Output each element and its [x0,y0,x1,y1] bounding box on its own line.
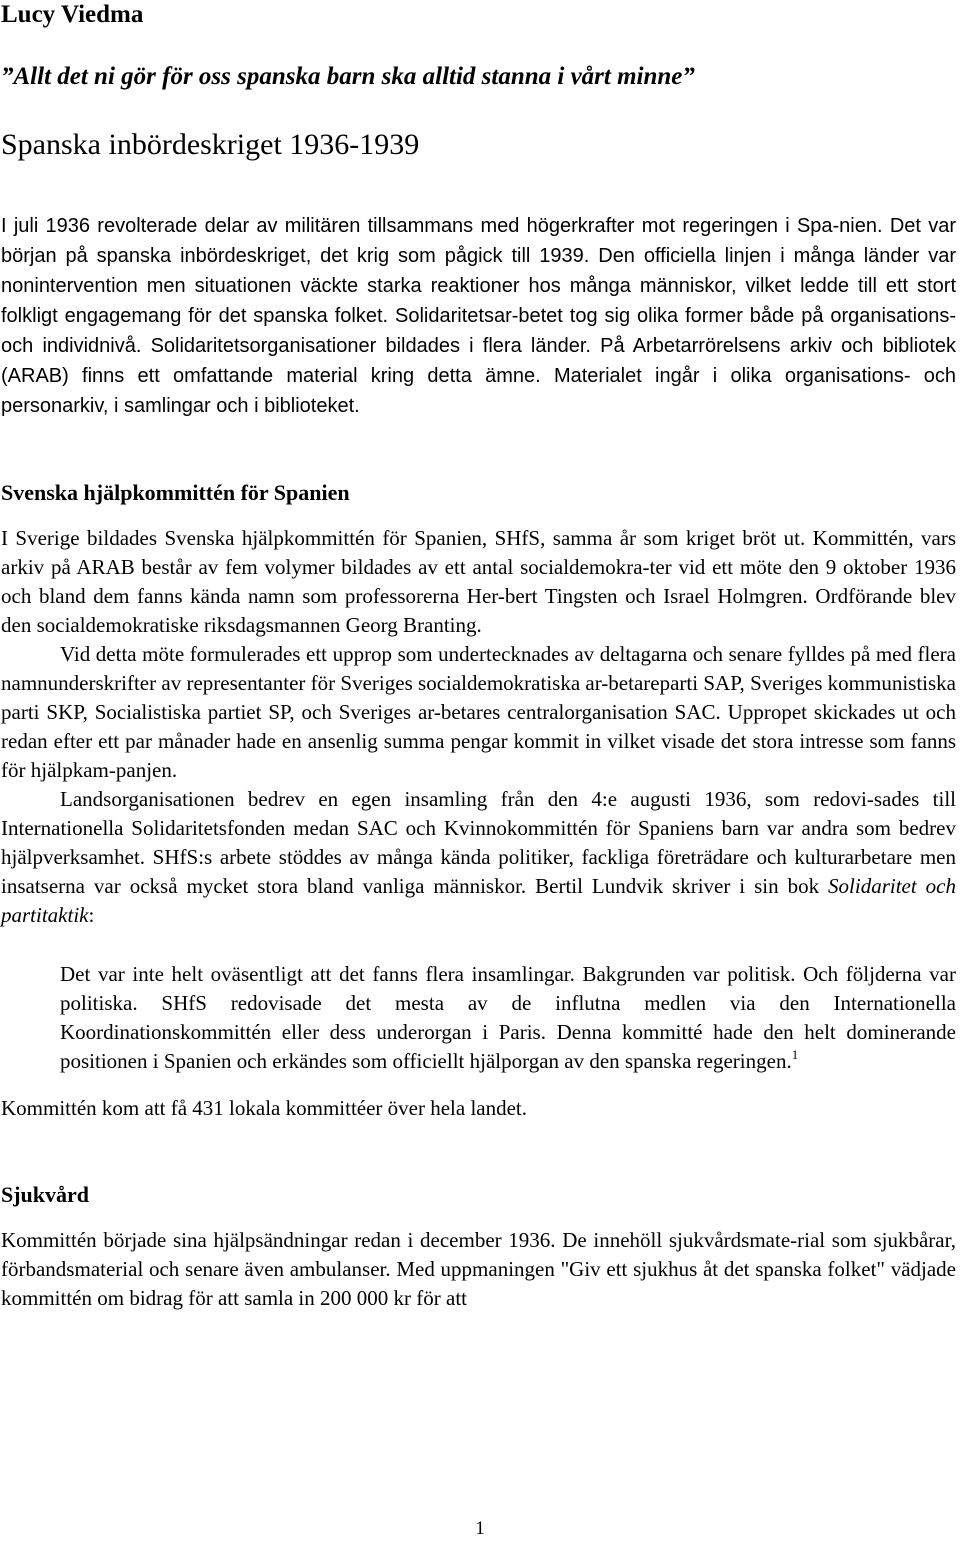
section1-paragraph-2: Vid detta möte formulerades ett upprop som undertecknades av deltagarna och senare fylldes på med flera namnunderskrifter av representanter för Sveriges socialdemokratiska ar-betareparti SAP, Sveriges kommunistiska parti SKP, Socialistiska partiet SP, och Sveriges ar-betares centralorganisation SAC. Uppropet skickades ut och redan efter ett par månader hade en ansenlig summa pengar kommit in vilket visade det stora intresse som fanns för hjälpkam-panjen. [1,642,956,782]
author-name: Lucy Viedma [1,1,144,28]
intro-sentence-1: I juli 1936 revolterade delar av militären tillsammans med högerkrafter mot regeringen i Spa-nien. Det var början på spanska inbördeskriget, det krig som pågick till 1939. [1,215,956,267]
intro-sentence-2: Den officiella linjen i många länder var nonintervention men situationen väckte starka reaktioner hos många människor, vilket ledde till ett stort folkligt engagemang för det spanska folket. Solidaritetsar-betet tog sig olika former både på organisations- och individnivå. Solidaritetsorganisationer bildades i flera länder. På Arbetarrörelsens arkiv och bibliotek (ARAB) finns ett omfattande material kring detta ämne. Materialet ingår i olika organisations- och personarkiv, i samlingar och i biblioteket. [1,245,956,417]
section1-paragraph-3-end: : [88,903,95,927]
section1-paragraph-1: I Sverige bildades Svenska hjälpkommittén för Spanien, SHfS, samma år som kriget bröt ut. Kommittén, vars arkiv på ARAB består av fem volymer bildades av ett antal socialdemokra-ter vid ett möte den 9 oktober 1936 och bland dem fanns kända namn som professorerna Her-bert Tingsten och Israel Holmgren. Ordförande blev den socialdemokratiske riksdagsmannen Georg Branting. [1,526,956,637]
page-number: 1 [475,1518,485,1539]
section1-paragraph-3 [1,785,956,930]
intro-paragraph [1,211,956,421]
block-quote-text: Det var inte helt oväsentligt att det fanns flera insamlingar. Bakgrunden var politisk. Och följderna var politiska. SHfS redovisade det mesta av de influtna medlen via den Internationella Koordinationskommittén eller dess underorgan i Paris. Denna kommitté hade den helt dominerande positionen i Spanien och erkändes som officiellt hjälporgan av den spanska regeringen. [60,962,956,1073]
section1-paragraph-3-text: Landsorganisationen bedrev en egen insamling från den 4:e augusti 1936, som redovi-sades till Internationella Solidaritetsfonden medan SAC och Kvinnokommittén för Spaniens barn var andra som bedrev hjälpverksamhet. SHfS:s arbete stöddes av många kända politiker, fackliga företrädare och kulturarbetare men insatserna var också mycket stora bland vanliga människor. Bertil Lundvik skriver i sin bok [1,787,956,898]
footnote-reference[interactable]: 1 [791,1047,799,1062]
main-title: Spanska inbördeskriget 1936-1939 [1,128,420,161]
section2-paragraph-1: Kommittén började sina hjälpsändningar redan i december 1936. De innehöll sjukvårdsmate-rial som sjukbårar, förbandsmaterial och senare även ambulanser. Med uppmaningen "Giv ett sjukhus åt det spanska folket" vädjade kommittén om bidrag för att samla in 200 000 kr för att [1,1228,956,1310]
section1-paragraph-4: Kommittén kom att få 431 lokala kommittéer över hela landet. [1,1096,528,1120]
book-title: Solidaritet och partitaktik [1,874,956,927]
section-heading-sjukvard: Sjukvård [1,1182,90,1207]
quote-title: ”Allt det ni gör för oss spanska barn ska alltid stanna i vårt minne” [1,63,695,90]
block-quote [60,960,956,1076]
section-heading-hjalpkommitten: Svenska hjälpkommittén för Spanien [1,480,350,505]
